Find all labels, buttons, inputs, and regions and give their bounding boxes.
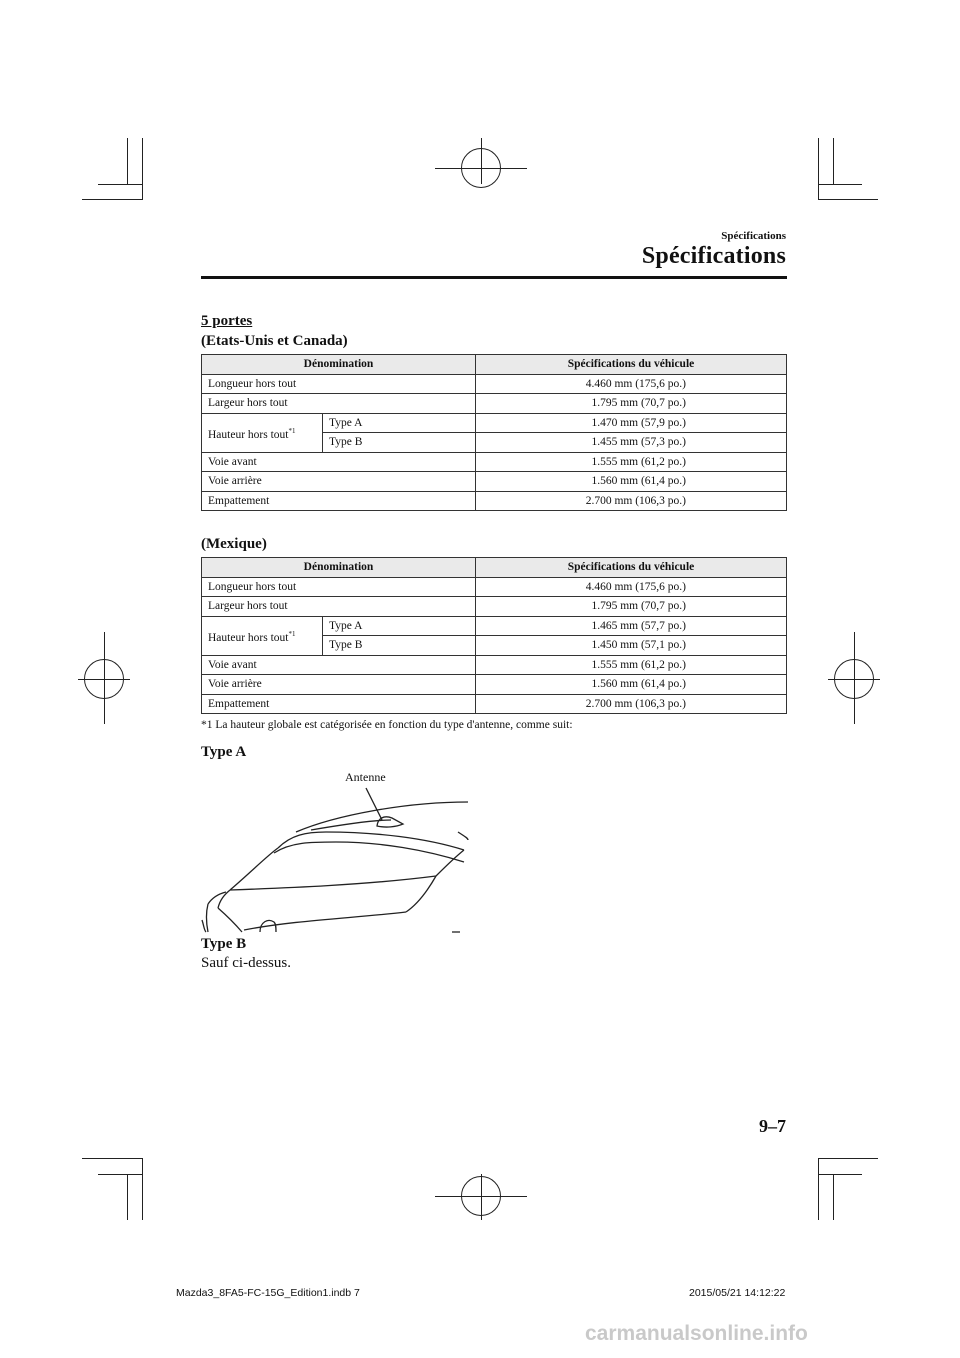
row-label: Longueur hors tout: [202, 374, 476, 394]
table-row: [202, 491, 787, 511]
row-value: 2.700 mm (106,3 po.): [476, 694, 787, 714]
sub-label-type-a: Type A: [323, 616, 476, 636]
table-row: [202, 597, 787, 617]
table-header-row: [202, 355, 787, 375]
footnote: *1 La hauteur globale est catégorisée en fonction du type d'antenne, comme suit:: [201, 719, 573, 731]
crop-mark: [142, 1158, 143, 1220]
type-b-text: Sauf ci-dessus.: [201, 955, 291, 971]
crop-mark: [833, 138, 834, 184]
row-value: 4.460 mm (175,6 po.): [476, 577, 787, 597]
section-title-5-portes: 5 portes: [201, 313, 253, 329]
crop-mark: [98, 184, 142, 185]
column-header-denomination: Dénomination: [202, 355, 476, 375]
car-rear-illustration: [196, 780, 476, 935]
column-header-denomination: Dénomination: [202, 558, 476, 578]
sub-label-type-a: Type A: [323, 413, 476, 433]
crop-mark: [833, 1174, 834, 1220]
table-row: [202, 675, 787, 695]
footnote-ref: *1: [288, 426, 296, 435]
row-label: Voie avant: [202, 452, 476, 472]
crop-mark: [142, 138, 143, 200]
crop-mark: [98, 1174, 142, 1175]
row-label: Empattement: [202, 694, 476, 714]
row-label-hauteur: [202, 413, 323, 452]
spec-table-usa-canada: [201, 354, 787, 511]
row-value: 1.470 mm (57,9 po.): [476, 413, 787, 433]
table-row: [202, 616, 787, 636]
row-value: 2.700 mm (106,3 po.): [476, 491, 787, 511]
row-value: 1.450 mm (57,1 po.): [476, 636, 787, 656]
table-row: [202, 655, 787, 675]
crop-mark: [818, 1174, 862, 1175]
crop-mark: [818, 1158, 878, 1159]
page-number: 9–7: [759, 1116, 786, 1136]
crop-mark: [82, 199, 142, 200]
row-value: 1.455 mm (57,3 po.): [476, 433, 787, 453]
row-label: Largeur hors tout: [202, 394, 476, 414]
row-label: Voie avant: [202, 655, 476, 675]
table-row: [202, 452, 787, 472]
crop-mark: [127, 138, 128, 184]
crop-mark: [818, 184, 862, 185]
row-value: 1.465 mm (57,7 po.): [476, 616, 787, 636]
column-header-specifications: Spécifications du véhicule: [476, 355, 787, 375]
table-header-row: [202, 558, 787, 578]
crop-mark: [127, 1174, 128, 1220]
sub-label-type-b: Type B: [323, 433, 476, 453]
row-label: Largeur hors tout: [202, 597, 476, 617]
row-value: 1.560 mm (61,4 po.): [476, 472, 787, 492]
type-b-heading: Type B: [201, 936, 247, 952]
row-value: 1.795 mm (70,7 po.): [476, 597, 787, 617]
row-value: 1.795 mm (70,7 po.): [476, 394, 787, 414]
row-label-hauteur: [202, 616, 323, 655]
crop-mark: [818, 1158, 819, 1220]
row-value: 4.460 mm (175,6 po.): [476, 374, 787, 394]
type-a-heading: Type A: [201, 744, 247, 760]
row-value: 1.560 mm (61,4 po.): [476, 675, 787, 695]
watermark: carmanualsonline.info: [585, 1322, 808, 1345]
table-row: [202, 694, 787, 714]
table-row: [202, 472, 787, 492]
crop-mark: [82, 1158, 142, 1159]
sub-label-type-b: Type B: [323, 636, 476, 656]
table-row: [202, 577, 787, 597]
section-header-small: Spécifications: [721, 230, 786, 242]
crop-mark: [818, 138, 819, 200]
row-value: 1.555 mm (61,2 po.): [476, 655, 787, 675]
antenne-label: Antenne: [345, 770, 386, 784]
subtitle-mexique: (Mexique): [201, 536, 267, 552]
row-label: Empattement: [202, 491, 476, 511]
row-label: Voie arrière: [202, 675, 476, 695]
print-slug-timestamp: 2015/05/21 14:12:22: [689, 1287, 786, 1299]
footnote-ref: *1: [288, 629, 296, 638]
crop-mark: [818, 199, 878, 200]
print-slug-file: Mazda3_8FA5-FC-15G_Edition1.indb 7: [176, 1287, 360, 1299]
row-label: Hauteur hors tout: [208, 631, 289, 644]
row-label: Voie arrière: [202, 472, 476, 492]
spec-table-mexique: [201, 557, 787, 714]
section-header-title: Spécifications: [641, 243, 786, 269]
row-label: Hauteur hors tout: [208, 428, 289, 441]
row-value: 1.555 mm (61,2 po.): [476, 452, 787, 472]
table-row: [202, 413, 787, 433]
table-row: [202, 394, 787, 414]
header-rule: [201, 276, 787, 279]
column-header-specifications: Spécifications du véhicule: [476, 558, 787, 578]
table-row: [202, 374, 787, 394]
row-label: Longueur hors tout: [202, 577, 476, 597]
subtitle-usa-canada: (Etats-Unis et Canada): [201, 333, 348, 349]
